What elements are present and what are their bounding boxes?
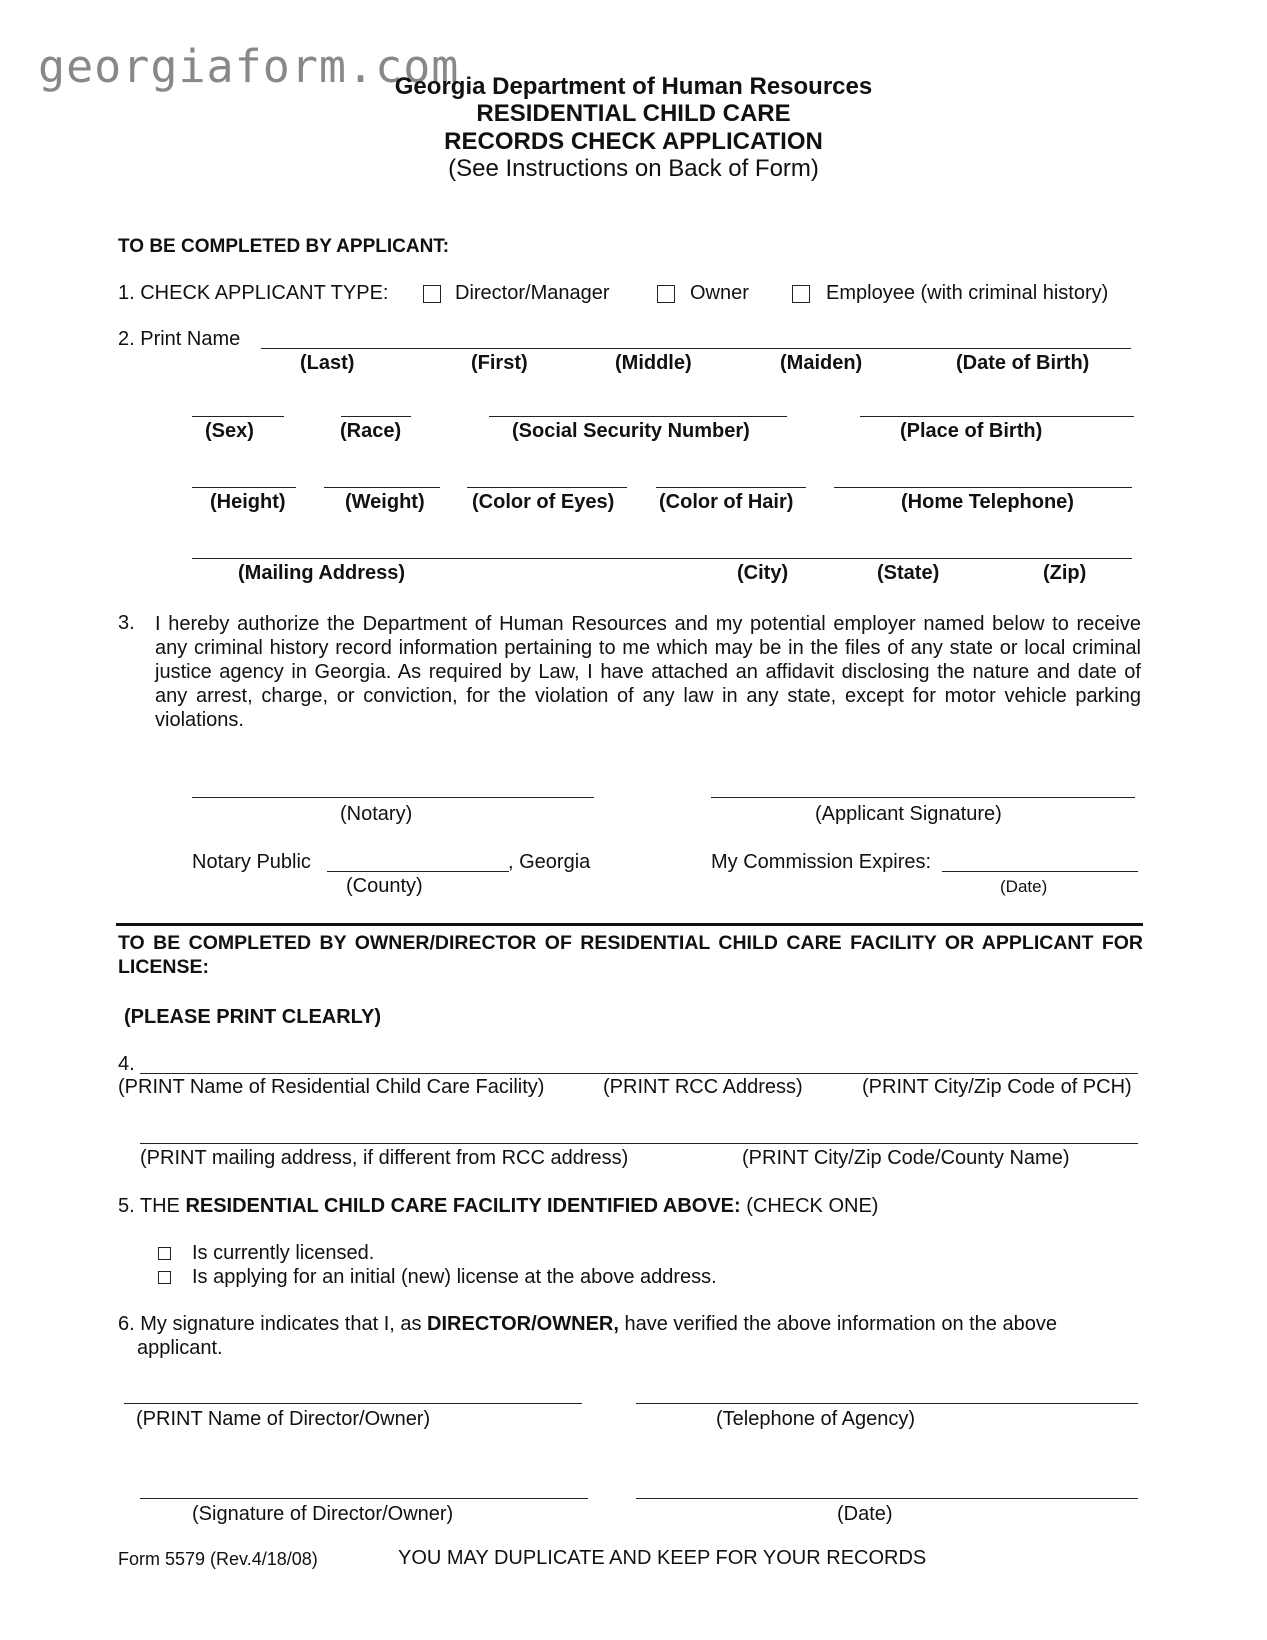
applicant-signature-label: (Applicant Signature) bbox=[815, 803, 1002, 825]
item6-line2: applicant. bbox=[137, 1337, 223, 1359]
item5-bold: RESIDENTIAL CHILD CARE FACILITY IDENTIFIED ABOVE: bbox=[185, 1195, 741, 1217]
form-number: Form 5579 (Rev.4/18/08) bbox=[118, 1549, 318, 1569]
director-date-line[interactable] bbox=[636, 1498, 1138, 1499]
rcc-city-zip-label: (PRINT City/Zip Code of PCH) bbox=[862, 1076, 1132, 1098]
hair-color-line[interactable] bbox=[656, 487, 806, 488]
georgia-label: , Georgia bbox=[508, 851, 591, 873]
applicant-signature-line[interactable] bbox=[711, 797, 1135, 798]
agency-name: Georgia Department of Human Resources bbox=[394, 73, 873, 100]
director-manager-option: Director/Manager bbox=[455, 282, 610, 304]
employee-option: Employee (with criminal history) bbox=[826, 282, 1109, 304]
item6-bold: DIRECTOR/OWNER, bbox=[427, 1313, 619, 1335]
state-label: (State) bbox=[877, 562, 940, 584]
currently-licensed-checkbox[interactable] bbox=[158, 1247, 171, 1260]
hair-color-label: (Color of Hair) bbox=[659, 491, 794, 513]
ssn-label: (Social Security Number) bbox=[512, 420, 750, 442]
notary-line[interactable] bbox=[192, 797, 594, 798]
weight-label: (Weight) bbox=[345, 491, 425, 513]
director-name-label: (PRINT Name of Director/Owner) bbox=[136, 1408, 431, 1430]
facility-name-label: (PRINT Name of Residential Child Care Facility) bbox=[118, 1076, 545, 1098]
item6-prefix: 6. My signature indicates that I, as bbox=[118, 1313, 428, 1335]
form-title-line2: RECORDS CHECK APPLICATION bbox=[444, 128, 823, 155]
mailing-address-line[interactable] bbox=[192, 558, 1132, 559]
commission-expires-label: My Commission Expires: bbox=[711, 851, 932, 873]
item4-number: 4. bbox=[118, 1053, 135, 1075]
home-phone-label: (Home Telephone) bbox=[901, 491, 1074, 513]
employee-checkbox[interactable] bbox=[792, 285, 810, 303]
city-label: (City) bbox=[737, 562, 789, 584]
eye-color-label: (Color of Eyes) bbox=[472, 491, 615, 513]
form-subtitle: (See Instructions on Back of Form) bbox=[448, 155, 819, 182]
item6-statement bbox=[118, 1313, 1057, 1336]
agency-phone-label: (Telephone of Agency) bbox=[716, 1408, 916, 1430]
item3-number: 3. bbox=[118, 612, 135, 634]
first-name-label: (First) bbox=[471, 352, 528, 374]
dob-label: (Date of Birth) bbox=[956, 352, 1090, 374]
item5-prefix: 5. THE bbox=[118, 1195, 186, 1217]
county-label: (County) bbox=[346, 875, 423, 897]
currently-licensed-option: Is currently licensed. bbox=[192, 1242, 375, 1264]
mailing-address-label: (Mailing Address) bbox=[238, 562, 406, 584]
print-name-label: 2. Print Name bbox=[118, 328, 241, 350]
zip-label: (Zip) bbox=[1043, 562, 1087, 584]
race-label: (Race) bbox=[340, 420, 402, 442]
owner-section-heading: TO BE COMPLETED BY OWNER/DIRECTOR OF RESIDENTIAL CHILD CARE FACILITY OR APPLICANT FOR LICENSE: bbox=[118, 932, 1143, 978]
last-name-label: (Last) bbox=[300, 352, 355, 374]
item6-suffix: have verified the above information on the above bbox=[618, 1313, 1057, 1335]
sex-line[interactable] bbox=[192, 416, 284, 417]
eye-color-line[interactable] bbox=[467, 487, 627, 488]
race-line[interactable] bbox=[341, 416, 411, 417]
sex-label: (Sex) bbox=[205, 420, 254, 442]
director-date-label: (Date) bbox=[837, 1503, 893, 1525]
height-line[interactable] bbox=[192, 487, 296, 488]
authorization-text: I hereby authorize the Department of Human Resources and my potential employer named below to receive any criminal history record information pertaining to me which may be in the files of any state or local criminal justice agency in Georgia. As required by Law, I have attached an affidavit disclosing the nature and date of any arrest, charge, or conviction, for the violation of any law in any state, except for motor vehicle parking violations. bbox=[155, 613, 1141, 731]
alt-mailing-label: (PRINT mailing address, if different from RCC address) bbox=[140, 1147, 629, 1169]
director-manager-checkbox[interactable] bbox=[423, 285, 441, 303]
form-title-line1: RESIDENTIAL CHILD CARE bbox=[476, 100, 791, 127]
owner-checkbox[interactable] bbox=[657, 285, 675, 303]
maiden-name-label: (Maiden) bbox=[780, 352, 863, 374]
place-of-birth-line[interactable] bbox=[860, 416, 1134, 417]
alt-city-zip-county-label: (PRINT City/Zip Code/County Name) bbox=[742, 1147, 1070, 1169]
name-line[interactable] bbox=[261, 348, 1131, 349]
commission-date-line[interactable] bbox=[942, 871, 1138, 872]
duplicate-notice: YOU MAY DUPLICATE AND KEEP FOR YOUR RECORDS bbox=[398, 1547, 927, 1569]
applying-license-option: Is applying for an initial (new) license at the above address. bbox=[192, 1266, 717, 1288]
alt-mailing-line[interactable] bbox=[140, 1143, 1138, 1144]
home-phone-line[interactable] bbox=[834, 487, 1132, 488]
applicant-type-label: 1. CHECK APPLICANT TYPE: bbox=[118, 282, 389, 304]
commission-date-label: (Date) bbox=[1000, 877, 1048, 896]
owner-option: Owner bbox=[690, 282, 749, 304]
place-of-birth-label: (Place of Birth) bbox=[900, 420, 1043, 442]
height-label: (Height) bbox=[210, 491, 286, 513]
county-line[interactable] bbox=[327, 871, 509, 872]
watermark: georgiaform.com bbox=[38, 40, 460, 93]
agency-phone-line[interactable] bbox=[636, 1403, 1138, 1404]
applicant-section-heading: TO BE COMPLETED BY APPLICANT: bbox=[118, 236, 450, 257]
director-signature-line[interactable] bbox=[140, 1498, 588, 1499]
rcc-address-label: (PRINT RCC Address) bbox=[603, 1076, 803, 1098]
middle-name-label: (Middle) bbox=[615, 352, 692, 374]
applying-license-checkbox[interactable] bbox=[158, 1271, 171, 1284]
notary-label: (Notary) bbox=[340, 803, 413, 825]
director-signature-label: (Signature of Director/Owner) bbox=[192, 1503, 454, 1525]
weight-line[interactable] bbox=[324, 487, 440, 488]
director-name-line[interactable] bbox=[124, 1403, 582, 1404]
section-divider bbox=[116, 923, 1143, 926]
ssn-line[interactable] bbox=[489, 416, 787, 417]
notary-public-label: Notary Public bbox=[192, 851, 311, 873]
item5-suffix: (CHECK ONE) bbox=[740, 1195, 879, 1217]
facility-line[interactable] bbox=[140, 1073, 1138, 1074]
print-clearly-note: (PLEASE PRINT CLEARLY) bbox=[124, 1006, 382, 1028]
item5-question bbox=[118, 1195, 878, 1218]
